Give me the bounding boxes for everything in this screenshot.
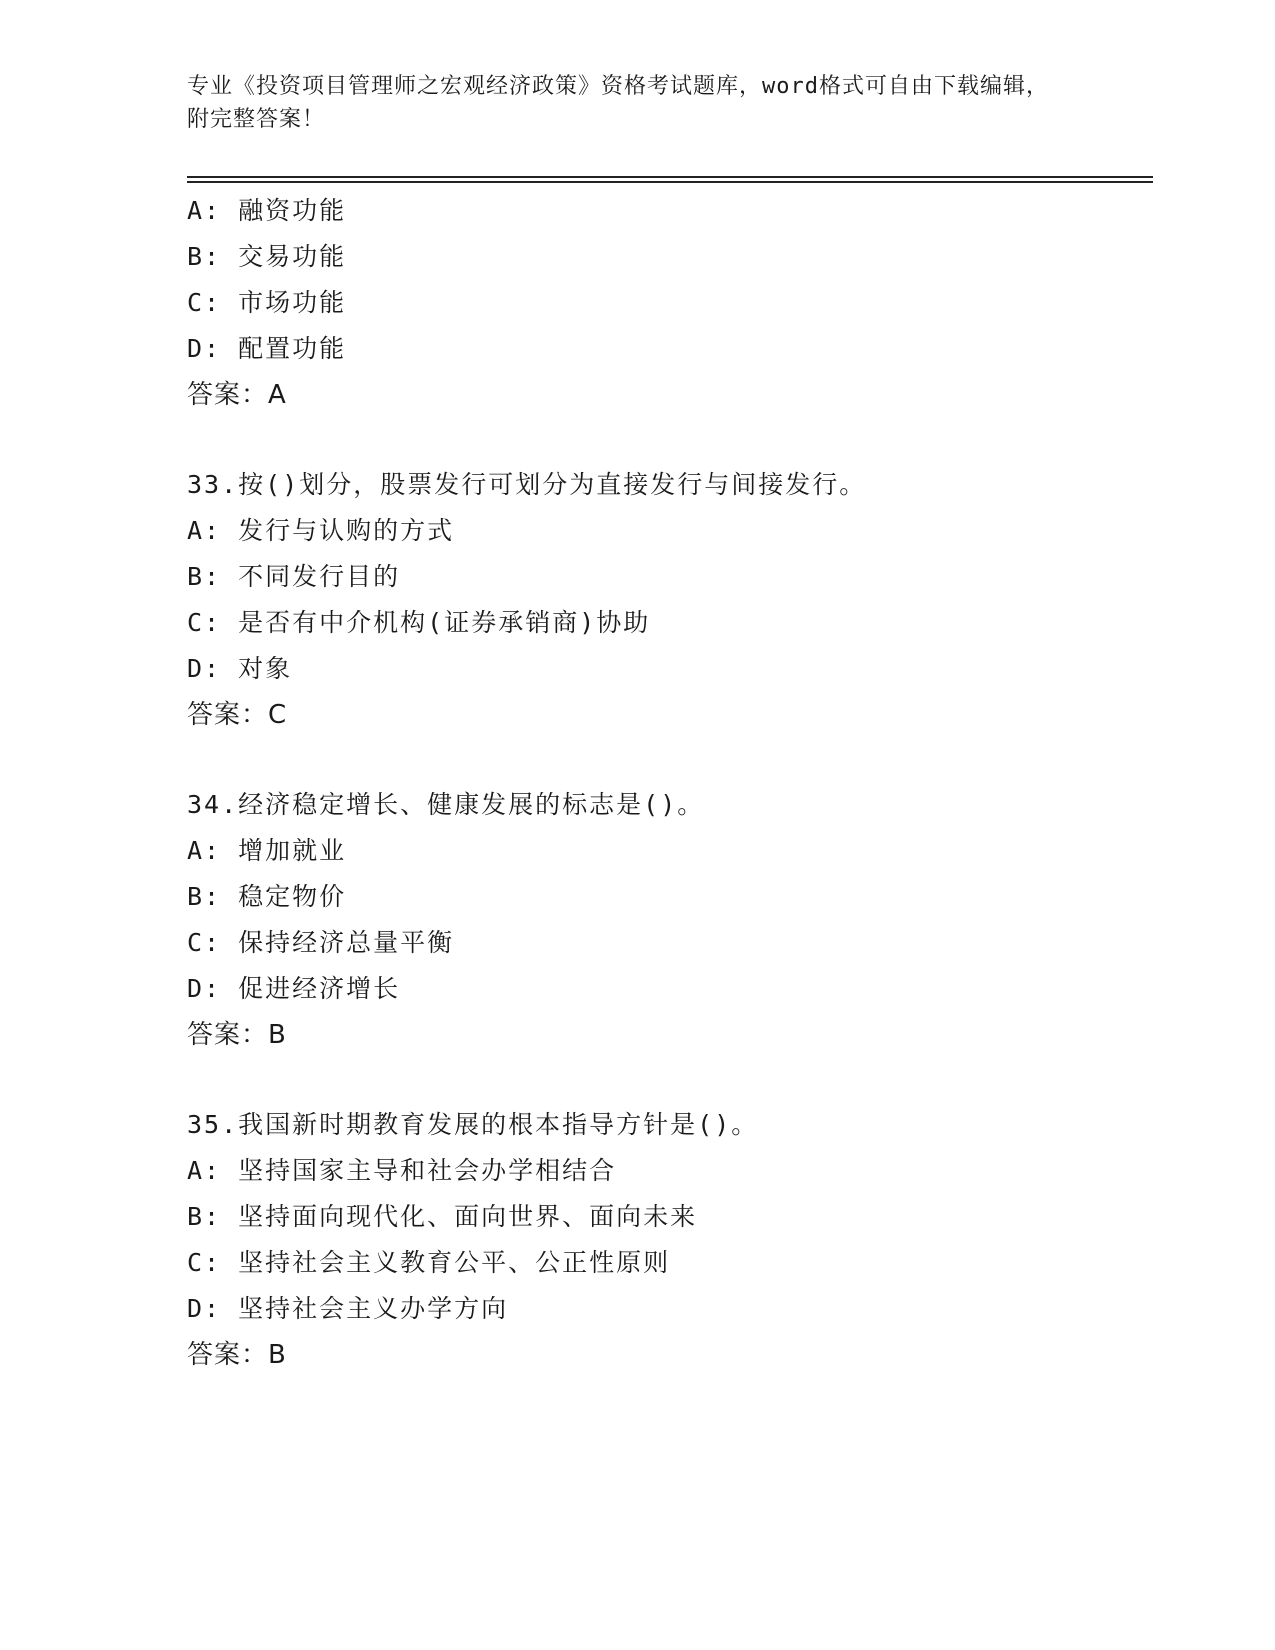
option-d: D: 对象: [187, 654, 293, 683]
option-a: A: 发行与认购的方式: [187, 516, 455, 545]
block-spacer: [187, 418, 1147, 462]
option-b: B: 交易功能: [187, 242, 347, 271]
answer-line: 答案：B: [187, 1020, 287, 1050]
question-block-32: [187, 188, 1147, 418]
question-list: [187, 188, 1147, 1378]
question-text: 35.我国新时期教育发展的根本指导方针是()。: [187, 1110, 759, 1139]
question-text: 34.经济稳定增长、健康发展的标志是()。: [187, 790, 705, 819]
option-a: A: 坚持国家主导和社会办学相结合: [187, 1156, 617, 1185]
option-b: B: 稳定物价: [187, 882, 347, 911]
header-rule-bottom: [187, 181, 1153, 183]
option-b: B: 坚持面向现代化、面向世界、面向未来: [187, 1202, 698, 1231]
question-block-34: [187, 782, 1147, 1058]
header-rule-top: [187, 176, 1153, 178]
question-block-33: [187, 462, 1147, 738]
option-d: D: 促进经济增长: [187, 974, 401, 1003]
answer-line: 答案：B: [187, 1340, 287, 1370]
block-spacer: [187, 1058, 1147, 1102]
option-a: A: 增加就业: [187, 836, 347, 865]
block-spacer: [187, 738, 1147, 782]
document-header: 专业《投资项目管理师之宏观经济政策》资格考试题库，word格式可自由下载编辑，附完整答案！: [187, 74, 1049, 132]
answer-line: 答案：A: [187, 380, 287, 410]
option-c: C: 坚持社会主义教育公平、公正性原则: [187, 1248, 671, 1277]
option-b: B: 不同发行目的: [187, 562, 401, 591]
answer-line: 答案：C: [187, 700, 288, 730]
question-block-35: [187, 1102, 1147, 1378]
option-d: D: 配置功能: [187, 334, 347, 363]
option-c: C: 保持经济总量平衡: [187, 928, 455, 957]
option-c: C: 是否有中介机构(证券承销商)协助: [187, 608, 651, 637]
option-c: C: 市场功能: [187, 288, 347, 317]
option-d: D: 坚持社会主义办学方向: [187, 1294, 509, 1323]
option-a: A: 融资功能: [187, 196, 347, 225]
question-text: 33.按()划分，股票发行可划分为直接发行与间接发行。: [187, 470, 867, 499]
